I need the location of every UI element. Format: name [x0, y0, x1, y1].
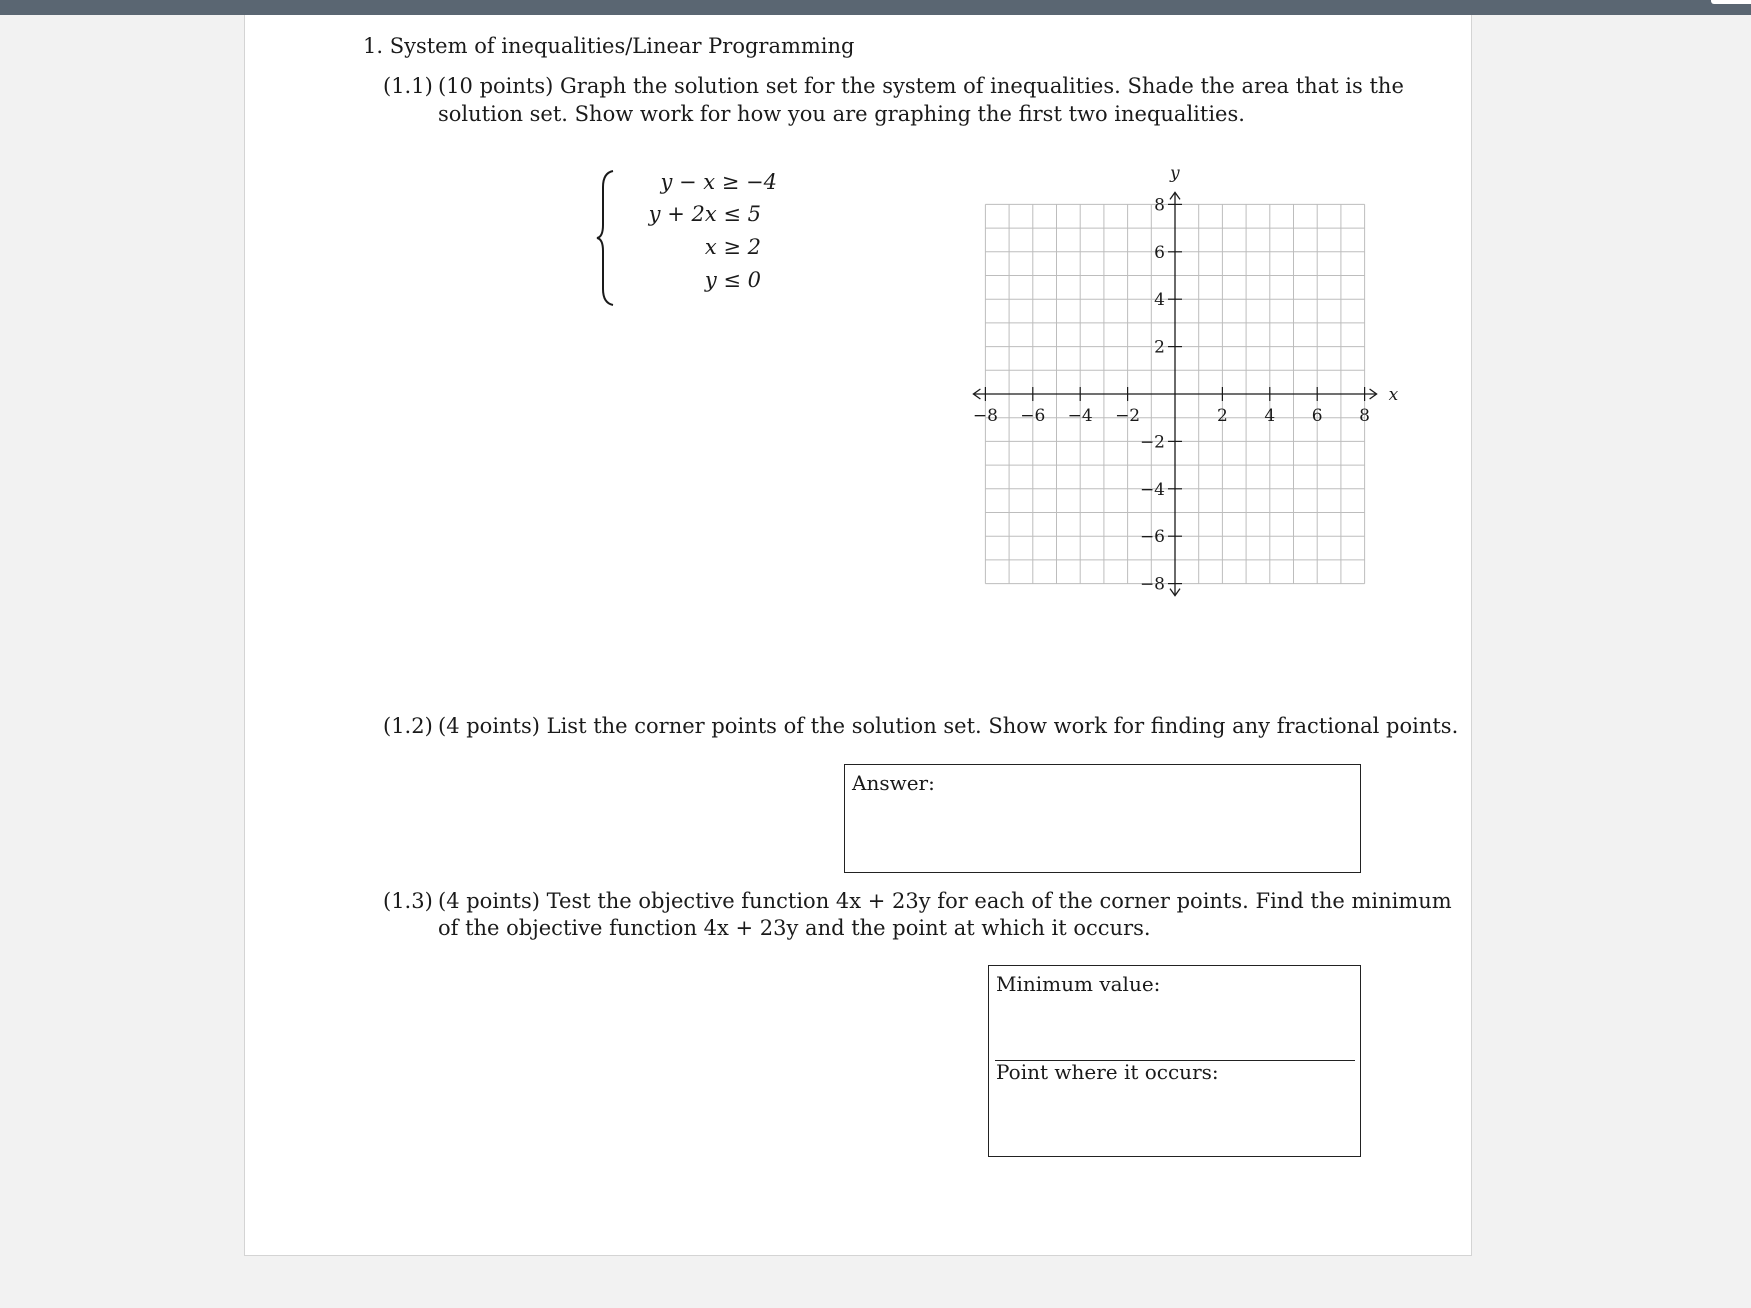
minimum-answer-box[interactable] — [988, 965, 1361, 1157]
x-tick-label: 6 — [1311, 406, 1323, 426]
y-tick-label: 8 — [1154, 195, 1165, 216]
y-tick-label: −8 — [1139, 574, 1165, 595]
part-1-1-text-line2: solution set. Show work for how you are graphing the first two inequalities. — [438, 102, 1245, 126]
y-tick-label: −6 — [1139, 527, 1165, 548]
x-tick-label: 2 — [1216, 406, 1228, 426]
y-tick-label: −4 — [1139, 479, 1165, 500]
y-tick-label: 6 — [1154, 242, 1165, 263]
part-1-2-label: (1.2) — [383, 714, 433, 738]
x-tick-label: −2 — [1115, 406, 1141, 426]
inequality-2: y + 2x ≤ 5 — [648, 202, 761, 226]
inequality-1: y − x ≥ −4 — [660, 170, 777, 194]
inequality-4: y ≤ 0 — [704, 268, 761, 292]
question-title: 1. System of inequalities/Linear Programming — [363, 34, 855, 58]
x-tick-label: 4 — [1264, 406, 1276, 426]
y-tick-label: 4 — [1154, 290, 1165, 311]
inequality-3: x ≥ 2 — [704, 235, 761, 259]
x-tick-label: −8 — [972, 406, 998, 426]
part-1-2-text: (4 points) List the corner points of the solution set. Show work for finding any fractional points. — [438, 714, 1459, 738]
left-brace — [597, 169, 617, 307]
x-axis-label: x — [1388, 385, 1399, 405]
y-axis-label: y — [1170, 163, 1180, 184]
part-1-1-text-line1: (10 points) Graph the solution set for the system of inequalities. Shade the area that is the — [438, 74, 1404, 98]
document-page — [244, 15, 1472, 1256]
answer-label: Answer: — [852, 771, 935, 795]
minimum-value-label: Minimum value: — [996, 972, 1161, 996]
inequality-system — [597, 169, 797, 309]
top-bar-tab[interactable] — [1711, 0, 1751, 4]
part-1-3-text-line1: (4 points) Test the objective function 4x + 23y for each of the corner points. Find the minimum — [438, 889, 1452, 913]
point-occurs-label: Point where it occurs: — [996, 1060, 1219, 1084]
y-tick-label: 2 — [1154, 337, 1165, 358]
part-1-1-label: (1.1) — [383, 74, 433, 98]
coordinate-grid — [900, 155, 1399, 615]
y-tick-label: −2 — [1139, 432, 1165, 453]
answer-box[interactable] — [844, 764, 1361, 873]
part-1-3-label: (1.3) — [383, 889, 433, 913]
x-tick-label: −4 — [1067, 406, 1093, 426]
x-tick-label: −6 — [1020, 406, 1046, 426]
x-tick-label: 8 — [1359, 406, 1371, 426]
part-1-3-text-line2: of the objective function 4x + 23y and the point at which it occurs. — [438, 916, 1151, 940]
window-top-bar — [0, 0, 1751, 15]
